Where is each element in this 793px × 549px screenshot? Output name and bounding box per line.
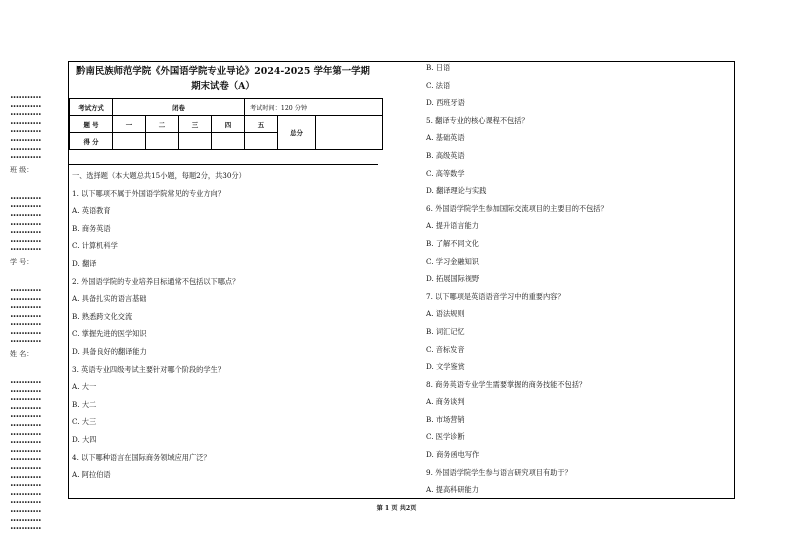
binding-dot-row: •••••••••••	[10, 194, 41, 202]
exam-title-line2: 期末试卷（A）	[191, 81, 255, 92]
answer-option: A. 大一	[72, 382, 97, 392]
section-4: 四	[212, 116, 245, 133]
binding-dot-row: •••••••••••	[10, 286, 41, 294]
question-list-right	[426, 59, 608, 499]
answer-option: A. 具备扎实的语言基础	[72, 294, 147, 304]
section-heading: 一、选择题（本大题总共15小题，每题2分，共30分）	[72, 171, 246, 180]
answer-option: A. 英语教育	[72, 206, 111, 216]
binding-dot-row: •••••••••••	[10, 154, 41, 162]
binding-dot-row: •••••••••••	[10, 321, 41, 329]
answer-option: B. 熟悉跨文化交流	[72, 311, 133, 321]
answer-option: B. 高级英语	[426, 150, 465, 160]
exam-paper-frame	[68, 61, 735, 499]
binding-dot-row: •••••••••••	[10, 304, 41, 312]
score-cell-3[interactable]	[179, 133, 212, 150]
section-1: 一	[113, 116, 146, 133]
dot-rows	[10, 287, 56, 347]
dot-rows	[10, 195, 56, 255]
binding-dot-row: •••••••••••	[10, 136, 41, 144]
binding-dot-row: •••••••••••	[10, 379, 41, 387]
binding-dot-row: •••••••••••	[10, 387, 41, 395]
binding-dot-row: •••••••••••	[10, 439, 41, 447]
binding-dot-row: •••••••••••	[10, 482, 41, 490]
answer-option: C. 学习金融知识	[426, 256, 479, 266]
question-text: 7. 以下哪项是英语语音学习中的重要内容？	[426, 291, 565, 301]
total-label: 总分	[278, 116, 316, 150]
answer-option: D. 文学鉴赏	[426, 362, 465, 372]
question-text: 8. 商务英语专业学生需要掌握的商务技能不包括？	[426, 379, 587, 389]
binding-dot-row: •••••••••••	[10, 516, 41, 524]
binding-dot-row: •••••••••••	[10, 422, 41, 430]
section-3: 三	[179, 116, 212, 133]
answer-option: C. 计算机科学	[72, 241, 118, 251]
exam-info-row	[70, 99, 383, 116]
question-text: 5. 翻译专业的核心课程不包括？	[426, 115, 529, 125]
answer-option: C. 法语	[426, 80, 451, 90]
exam-time: 考试时间：120 分钟	[245, 99, 383, 116]
answer-option: D. 翻译	[72, 258, 97, 268]
score-cell-2[interactable]	[146, 133, 179, 150]
answer-option: B. 了解不同文化	[426, 238, 479, 248]
binding-dot-row: •••••••••••	[10, 111, 41, 119]
binding-dot-row: •••••••••••	[10, 525, 41, 533]
answer-option: D. 西班牙语	[426, 98, 465, 108]
binding-dot-row: •••••••••••	[10, 447, 41, 455]
page-number: 第 1 页 共2页	[376, 505, 417, 512]
question-text: 2. 外国语学院的专业培养目标通常不包括以下哪点？	[72, 276, 240, 286]
score-table	[69, 98, 383, 150]
answer-option: A. 阿拉伯语	[72, 470, 111, 480]
binding-dot-row: •••••••••••	[10, 338, 41, 346]
name-label: 姓 名：	[10, 350, 34, 359]
score-cell-4[interactable]	[212, 133, 245, 150]
question-text: 6. 外国语学院学生参加国际交流项目的主要目的不包括？	[426, 203, 608, 213]
binding-dot-row: •••••••••••	[10, 473, 41, 481]
total-score-cell[interactable]	[316, 116, 383, 150]
answer-option: A. 提高科研能力	[426, 485, 479, 495]
question-text: 3. 英语专业四级考试主要针对哪个阶段的学生？	[72, 364, 225, 374]
binding-dot-row: •••••••••••	[10, 94, 41, 101]
answer-option: C. 音标发音	[426, 344, 465, 354]
binding-group-student-id	[10, 195, 56, 267]
binding-dot-row: •••••••••••	[10, 490, 41, 498]
answer-option: A. 语法规则	[426, 309, 465, 319]
section-5: 五	[245, 116, 278, 133]
binding-dot-row: •••••••••••	[10, 295, 41, 303]
exam-title-line1: 黔南民族师范学院《外国语学院专业导论》2024-2025 学年第一学期	[76, 66, 370, 77]
binding-dot-row: •••••••••••	[10, 237, 41, 245]
section-2: 二	[146, 116, 179, 133]
answer-option: A. 商务谈判	[426, 397, 465, 407]
binding-dot-row: •••••••••••	[10, 312, 41, 320]
binding-dot-row: •••••••••••	[10, 329, 41, 337]
right-column	[423, 62, 723, 498]
answer-option: C. 高等数学	[426, 168, 465, 178]
exam-mode-value: 闭卷	[113, 99, 245, 116]
binding-dot-row: •••••••••••	[10, 246, 41, 254]
answer-option: B. 大二	[72, 399, 97, 409]
answer-option: D. 商务函电写作	[426, 450, 480, 460]
answer-option: D. 大四	[72, 434, 97, 444]
answer-option: D. 拓展国际视野	[426, 274, 480, 284]
exam-title	[73, 64, 373, 94]
question-text: 1. 以下哪项不属于外国语学院常见的专业方向？	[72, 188, 225, 198]
answer-option: B. 市场营销	[426, 414, 465, 424]
question-list-left	[72, 167, 246, 484]
binding-dot-row: •••••••••••	[10, 102, 41, 110]
left-column	[69, 62, 389, 498]
answer-option: C. 大三	[72, 417, 97, 427]
binding-dot-row: •••••••••••	[10, 499, 41, 507]
answer-option: C. 医学诊断	[426, 432, 465, 442]
binding-strip	[10, 94, 56, 534]
binding-dot-row: •••••••••••	[10, 119, 41, 127]
binding-dot-row: •••••••••••	[10, 396, 41, 404]
binding-dot-row: •••••••••••	[10, 507, 41, 515]
score-label: 得 分	[70, 133, 113, 150]
divider	[69, 164, 378, 165]
binding-dot-row: •••••••••••	[10, 211, 41, 219]
answer-option: A. 提升语言能力	[426, 221, 479, 231]
answer-option: B. 日语	[426, 63, 451, 72]
answer-option: B. 商务英语	[72, 223, 111, 233]
binding-dot-row: •••••••••••	[10, 430, 41, 438]
binding-dot-row: •••••••••••	[10, 203, 41, 211]
answer-option: D. 翻译理论与实践	[426, 186, 487, 196]
score-cell-5[interactable]	[245, 133, 278, 150]
answer-option: B. 词汇记忆	[426, 326, 465, 336]
question-number-row	[70, 116, 383, 133]
answer-option: C. 掌握先进的医学知识	[72, 329, 147, 339]
binding-dot-row: •••••••••••	[10, 465, 41, 472]
question-number-label: 题 号	[70, 116, 113, 133]
binding-dot-row: •••••••••••	[10, 404, 41, 412]
answer-option: A. 基础英语	[426, 133, 465, 143]
student-id-label: 学 号：	[10, 257, 34, 266]
score-cell-1[interactable]	[113, 133, 146, 150]
class-label: 班 级：	[10, 165, 34, 174]
binding-dot-row: •••••••••••	[10, 229, 41, 237]
binding-group-name	[10, 287, 56, 359]
dot-rows	[10, 94, 56, 163]
binding-group-class	[10, 94, 56, 175]
answer-option: D. 具备良好的翻译能力	[72, 346, 147, 356]
binding-dot-row: •••••••••••	[10, 413, 41, 421]
exam-mode-label: 考试方式	[70, 99, 113, 116]
binding-dot-row: •••••••••••	[10, 145, 41, 153]
binding-dot-row: •••••••••••	[10, 456, 41, 464]
question-text: 9. 外国语学院学生参与语言研究项目有助于？	[426, 467, 572, 477]
binding-dot-row: •••••••••••	[10, 220, 41, 228]
binding-dot-row: •••••••••••	[10, 128, 41, 136]
question-text: 4. 以下哪种语言在国际商务领域应用广泛？	[72, 452, 211, 462]
